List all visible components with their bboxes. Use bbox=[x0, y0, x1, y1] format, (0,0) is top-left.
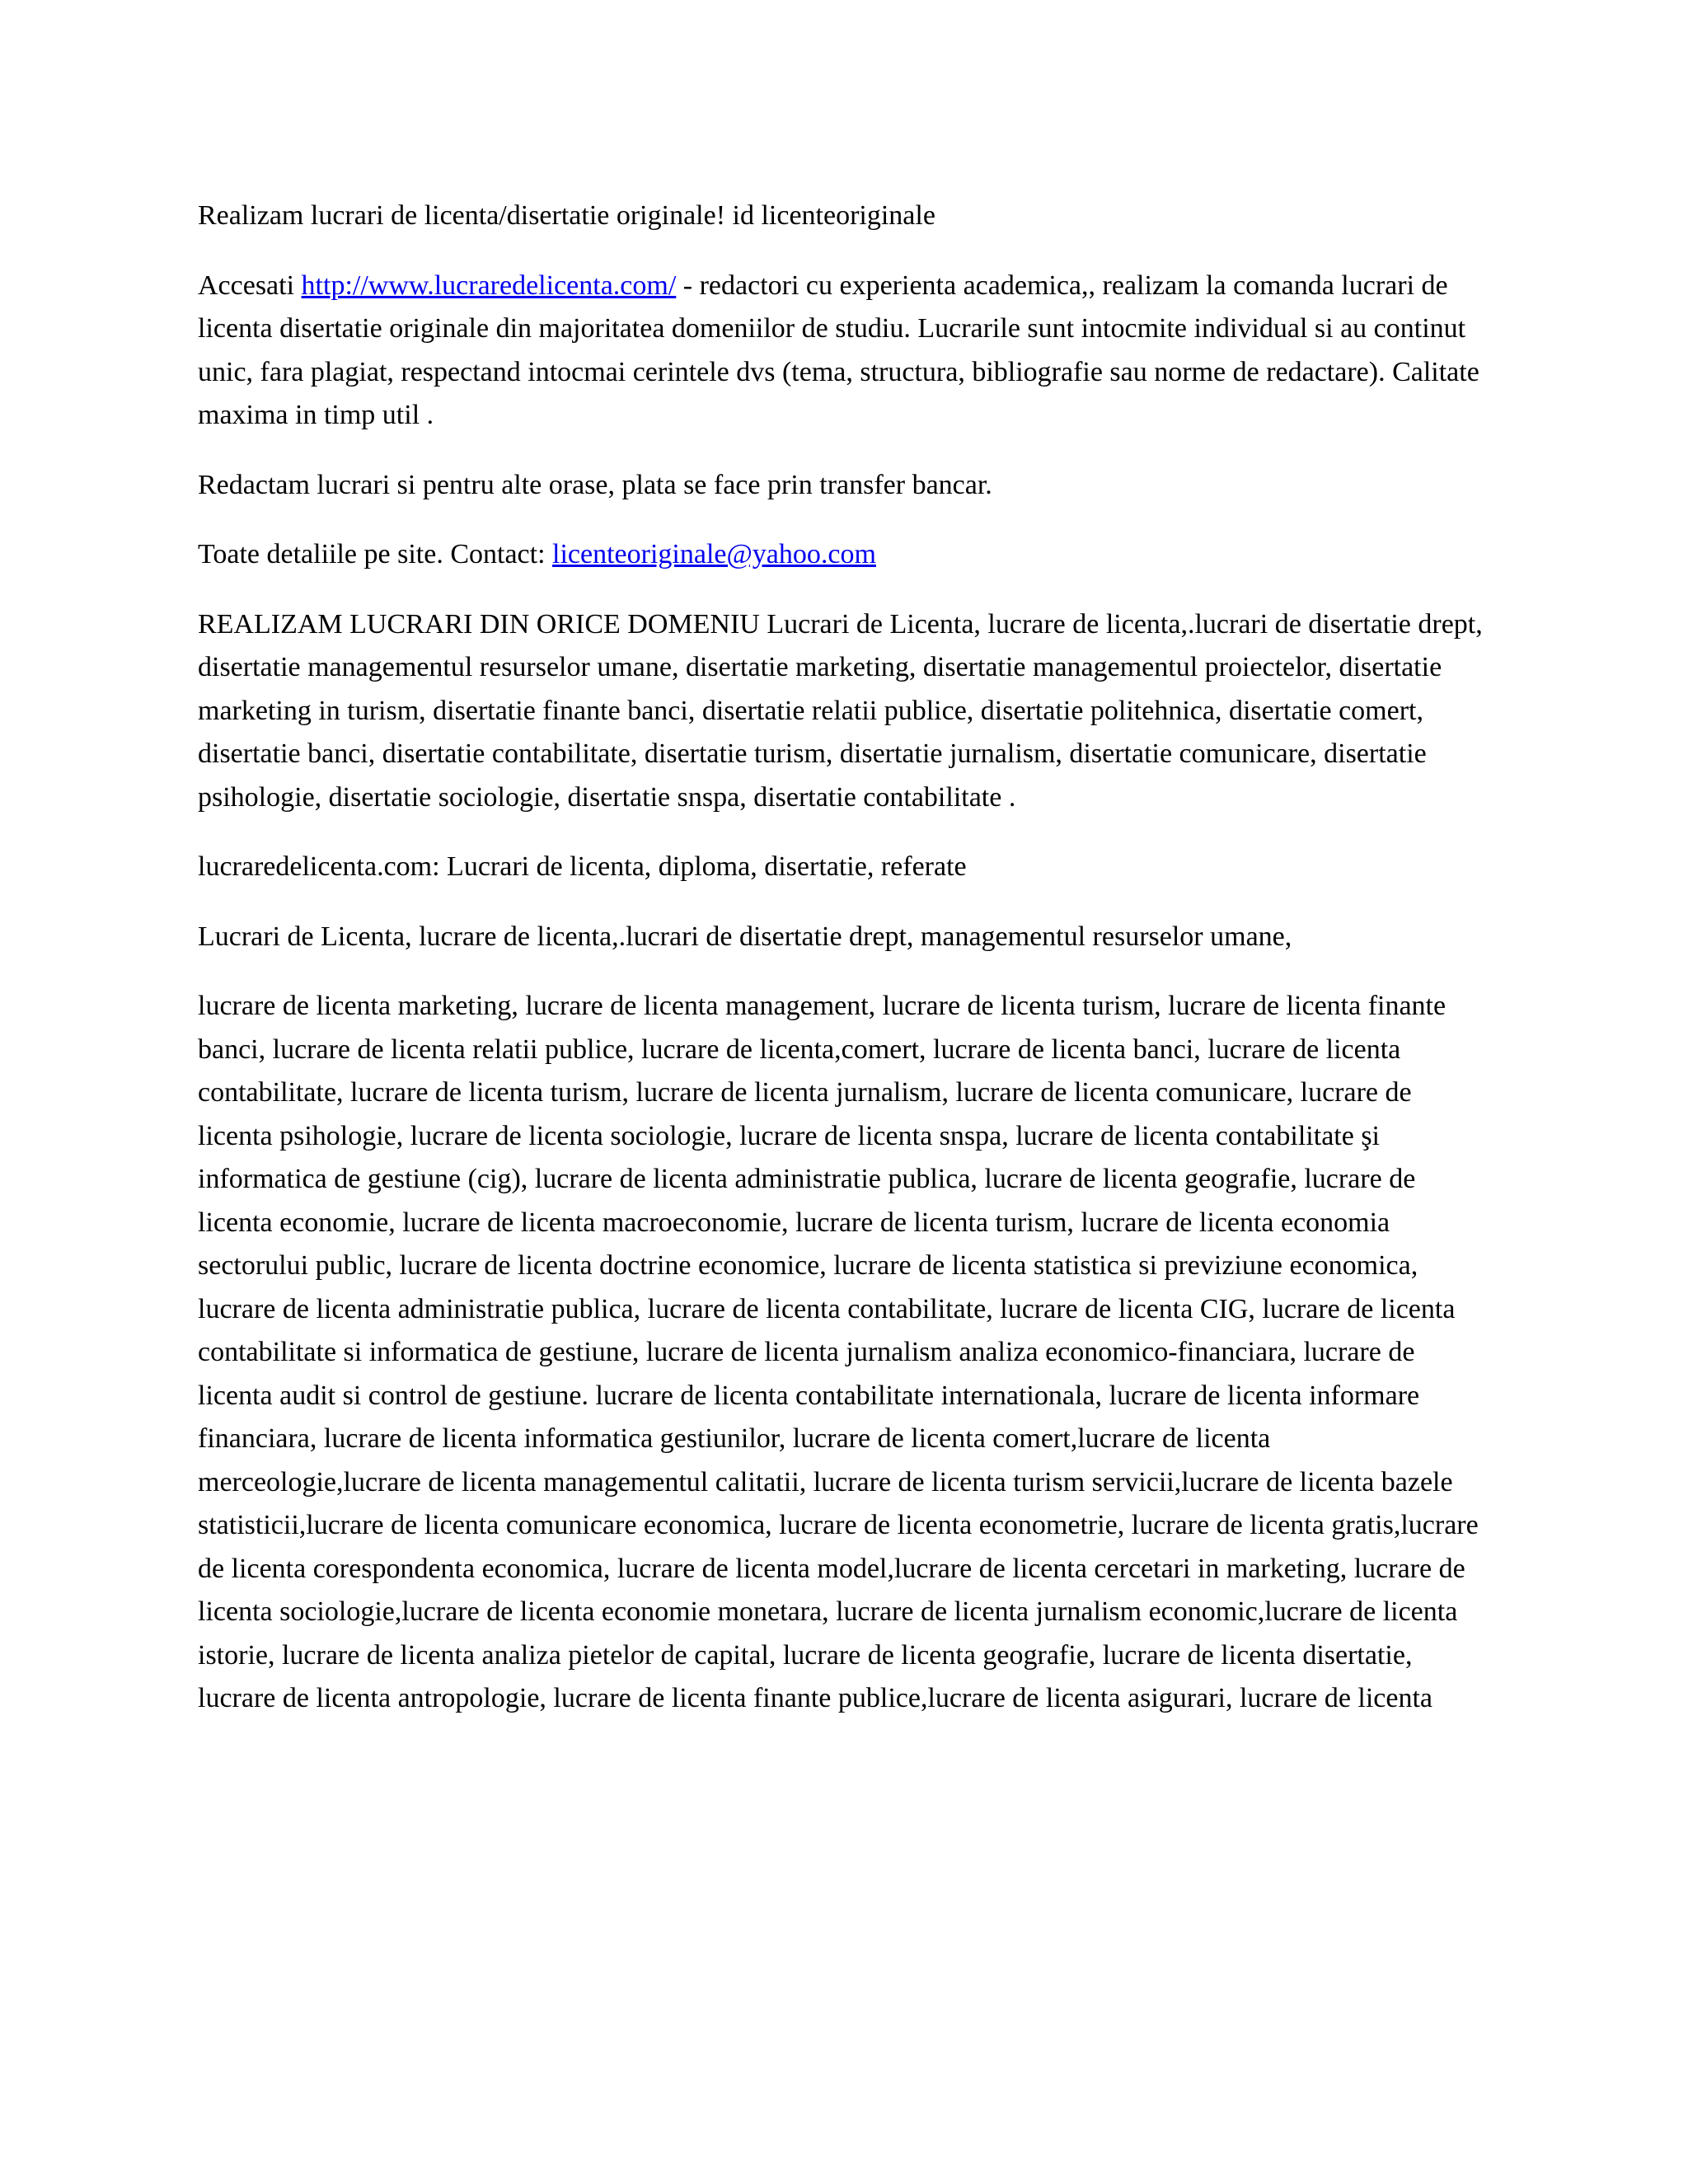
services-paragraph: Lucrari de Licenta, lucrare de licenta,.lucrari de disertatie drept, managementul resurselor umane, bbox=[198, 921, 1292, 952]
topics-paragraph: lucrare de licenta marketing, lucrare de licenta management, lucrare de licenta turism, lucrare de licenta finante banci, lucrare de licenta relatii publice, lucrare de licenta,comert, lucrare de licenta banci, lucrare de licenta contabilitate, lucrare de licenta turism, lucrare de licenta jurnalism, lucrare de licenta comunicare, lucrare de licenta psihologie, lucrare de licenta sociologie, lucrare de licenta snspa, lucrare de licenta contabilitate şi informatica de gestiune (cig), lucrare de licenta administratie publica, lucrare de licenta geografie, lucrare de licenta economie, lucrare de licenta macroeconomie, lucrare de licenta turism, lucrare de licenta economia sectorului public, lucrare de licenta doctrine economice, lucrare de licenta statistica si previziune economica, lucrare de licenta administratie publica, lucrare de licenta contabilitate, lucrare de licenta CIG, lucrare de licenta contabilitate si informatica de gestiune, lucrare de licenta jurnalism analiza economico-financiara, lucrare de licenta audit si control de gestiune. lucrare de licenta contabilitate internationala, lucrare de licenta informare financiara, lucrare de licenta informatica gestiunilor, lucrare de licenta comert,lucrare de licenta merceologie,lucrare de licenta managementul calitatii, lucrare de licenta turism servicii,lucrare de licenta bazele statisticii,lucrare de licenta comunicare economica, lucrare de licenta econometrie, lucrare de licenta gratis,lucrare de licenta corespondenta economica, lucrare de licenta model,lucrare de licenta cercetari in marketing, lucrare de licenta sociologie,lucrare de licenta economie monetara, lucrare de licenta jurnalism economic,lucrare de licenta istorie, lucrare de licenta analiza pietelor de capital, lucrare de licenta geografie, lucrare de licenta disertatie, lucrare de licenta antropologie, lucrare de licenta finante publice,lucrare de licenta asigurari, lucrare de licenta bbox=[198, 991, 1479, 1713]
transfer-paragraph: Redactam lucrari si pentru alte orase, plata se face prin transfer bancar. bbox=[198, 469, 992, 500]
website-text-before: Accesati bbox=[198, 269, 302, 301]
document-page bbox=[198, 194, 1484, 1747]
email-link[interactable]: licenteoriginale@yahoo.com bbox=[552, 539, 876, 569]
intro-paragraph: Realizam lucrari de licenta/disertatie originale! id licenteoriginale bbox=[198, 200, 935, 231]
contact-paragraph bbox=[198, 533, 1484, 577]
website-text-after: - redactori cu experienta academica,, realizam la comanda lucrari de licenta disertatie originale din majoritatea domeniilor de studiu. Lucrarile sunt intocmite individual si au continut unic, fara plagiat, respectand intocmai cerintele dvs (tema, structura, bibliografie sau norme de redactare). Calitate maxima in timp util . bbox=[198, 269, 1479, 430]
contact-text: Toate detaliile pe site. Contact: bbox=[198, 539, 553, 569]
site-title-paragraph: lucraredelicenta.com: Lucrari de licenta, diploma, disertatie, referate bbox=[198, 851, 967, 882]
website-paragraph bbox=[198, 265, 1484, 438]
website-link[interactable]: http://www.lucraredelicenta.com/ bbox=[301, 269, 677, 301]
domains-paragraph: REALIZAM LUCRARI DIN ORICE DOMENIU Lucrari de Licenta, lucrare de licenta,.lucrari de disertatie drept, disertatie managementul resurselor umane, disertatie marketing, disertatie managementul proiectelor, disertatie marketing in turism, disertatie finante banci, disertatie relatii publice, disertatie politehnica, disertatie comert, disertatie banci, disertatie contabilitate, disertatie turism, disertatie jurnalism, disertatie comunicare, disertatie psihologie, disertatie sociologie, disertatie snspa, disertatie contabilitate . bbox=[198, 608, 1483, 813]
